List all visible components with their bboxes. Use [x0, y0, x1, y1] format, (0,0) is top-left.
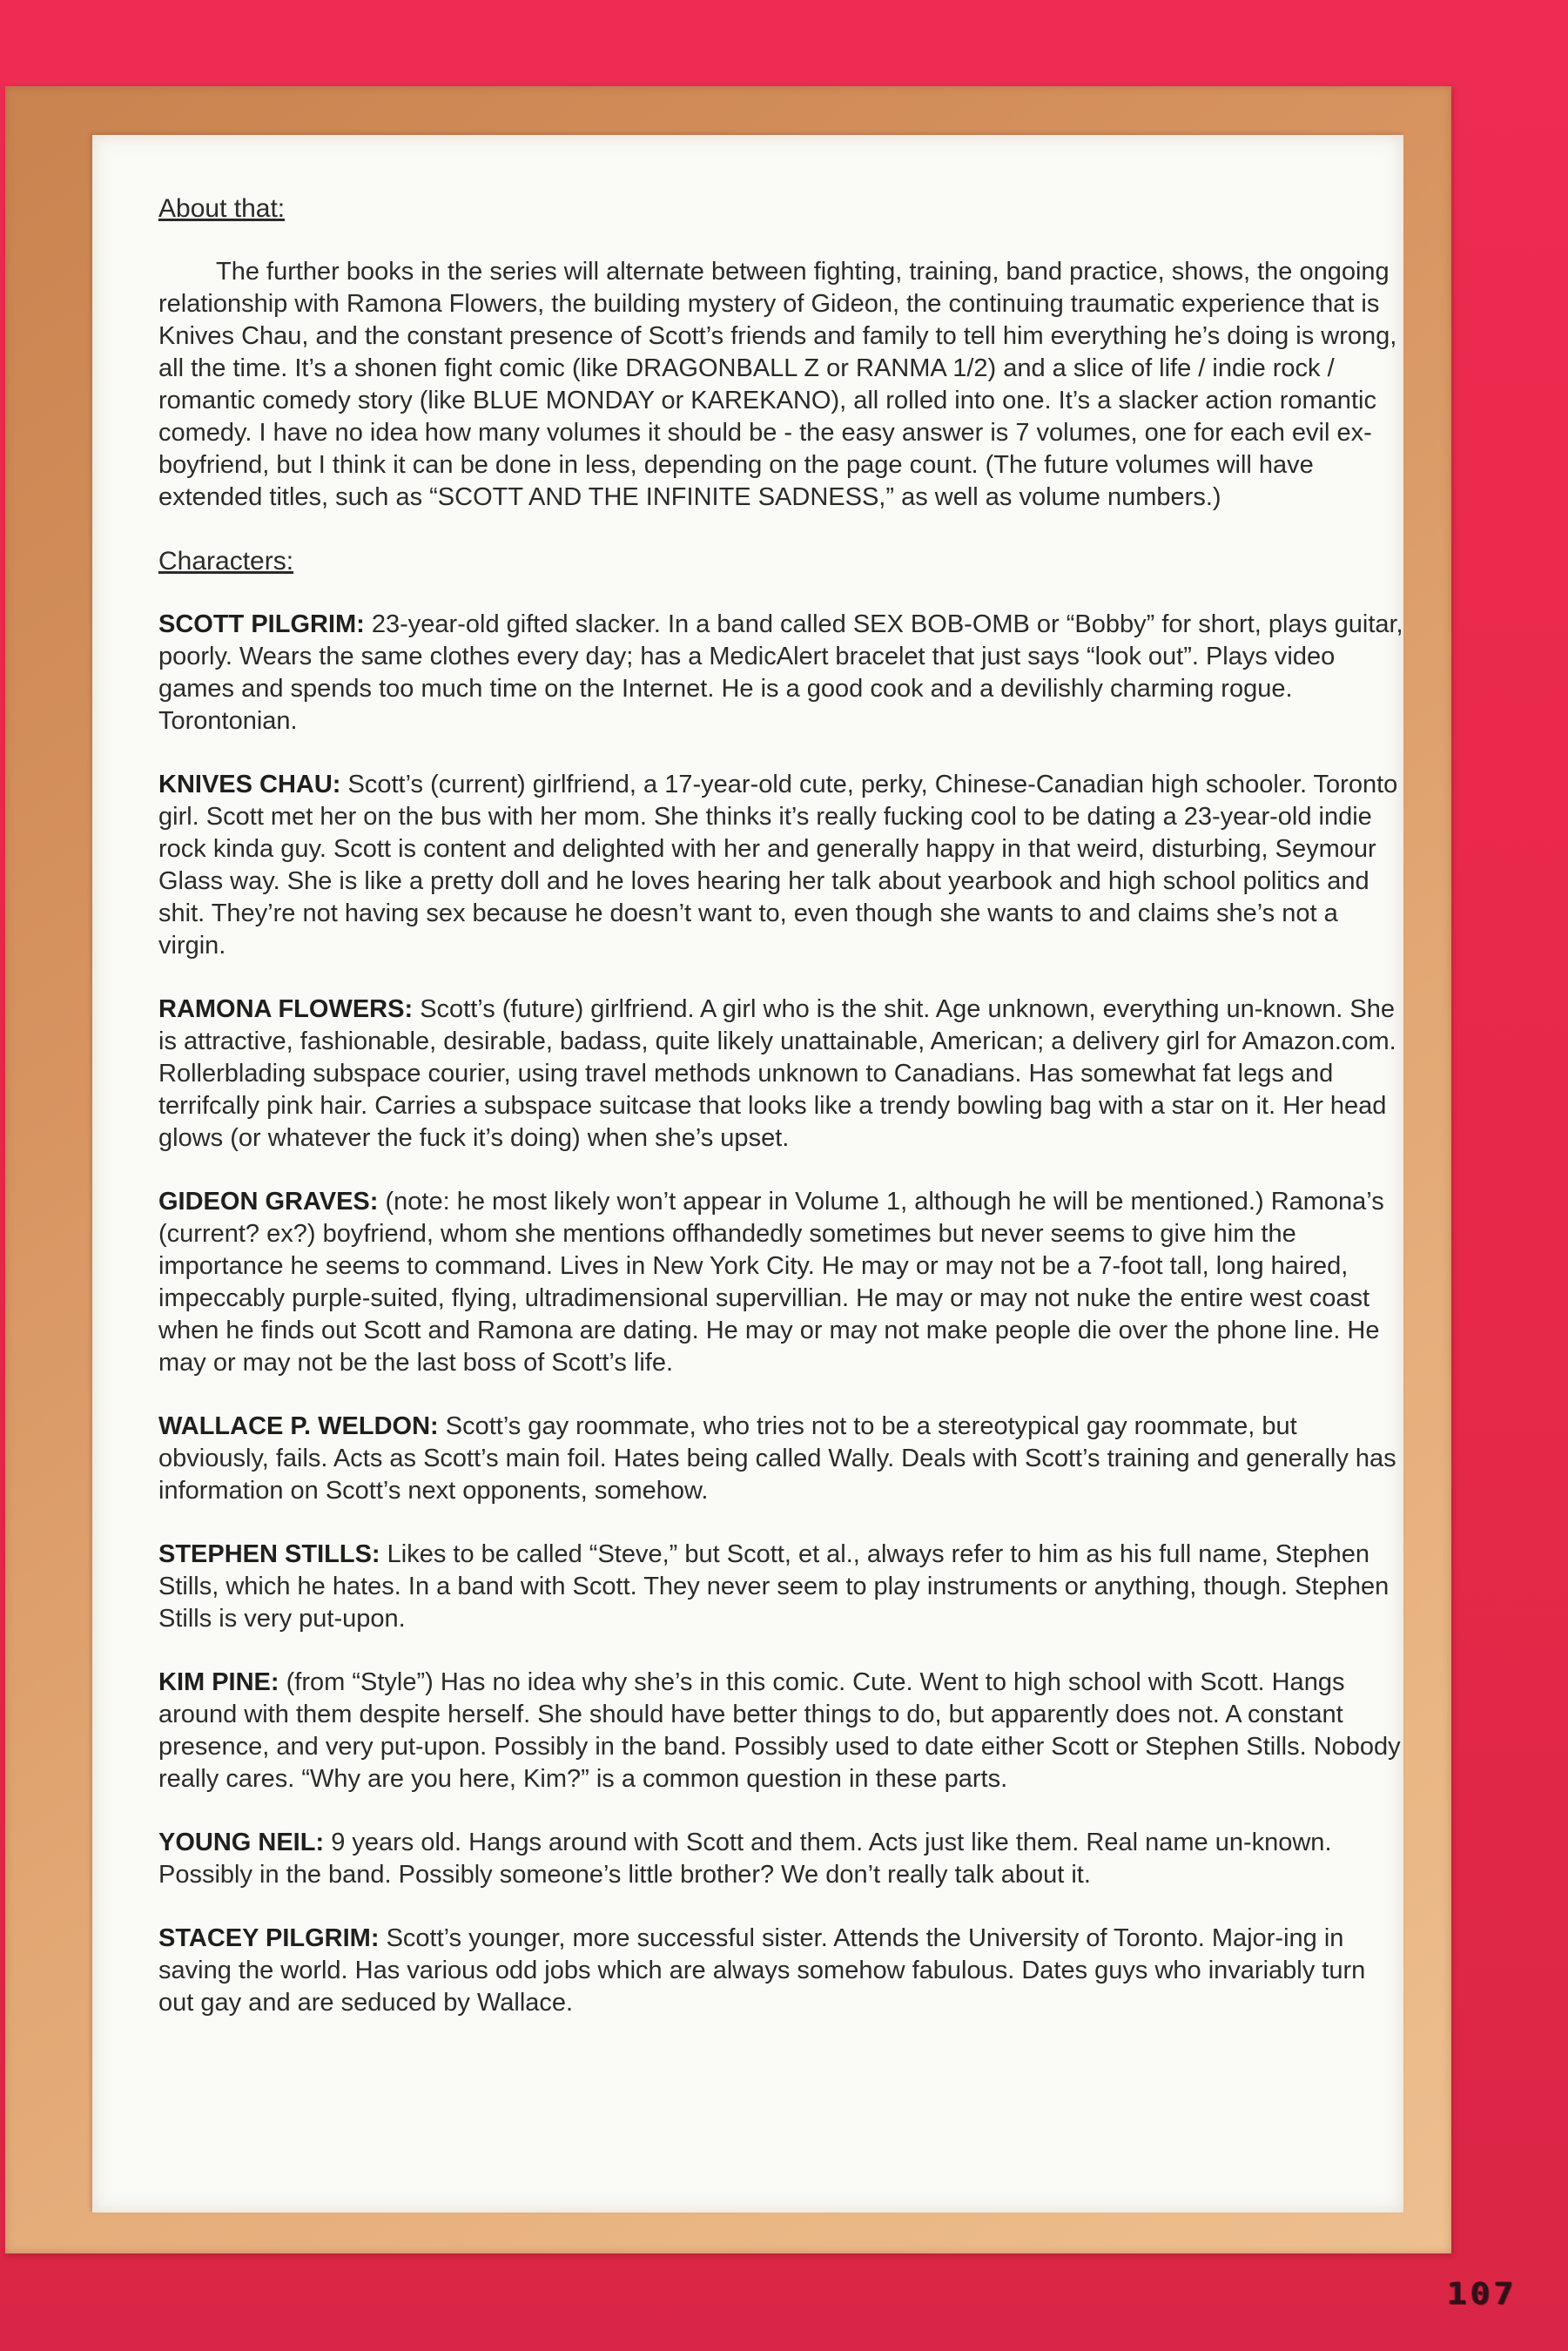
page-content: [158, 192, 1405, 2051]
character-name: GIDEON GRAVES:: [158, 1188, 379, 1216]
character-entry-ramona: [158, 994, 1405, 1155]
character-name: KNIVES CHAU:: [158, 771, 341, 798]
character-description: (note: he most likely won’t appear in Volume 1, although he will be mentioned.) Ramona’s (current? ex?) boyfriend, whom she mentions offhandedly sometimes but never seems to give him the importance he seems to command. Lives in New York City. He may or may not be a 7-foot tall, long haired, impeccably purple-suited, flying, ultradimensional supervillian. He may or may not nuke the entire west coast when he finds out Scott and Ramona are dating. He may or may not make people die over the phone line. He may or may not be the last boss of Scott’s life.: [158, 1188, 1384, 1377]
character-entry-kim: [158, 1667, 1405, 1795]
character-description: Scott’s gay roommate, who tries not to be a stereotypical gay roommate, but obviously, fails. Acts as Scott’s main foil. Hates being called Wally. Deals with Scott’s training and generally has information on Scott’s next opponents, somehow.: [158, 1412, 1396, 1505]
character-description: Scott’s (current) girlfriend, a 17-year-old cute, perky, Chinese-Canadian high schooler. Toronto girl. Scott met her on the bus with her mom. She thinks it’s really fucking cool to be dating a 23-year-old indie rock kinda guy. Scott is content and delighted with her and generally happy in that weird, disturbing, Seymour Glass way. She is like a pretty doll and he loves hearing her talk about yearbook and high school politics and shit. They’re not having sex because he doesn’t want to, even though she wants to and claims she’s not a virgin.: [158, 771, 1398, 960]
paper-sheet: [92, 135, 1403, 2213]
character-name: SCOTT PILGRIM:: [158, 610, 365, 638]
character-description: 9 years old. Hangs around with Scott and them. Acts just like them. Real name un-known. Possibly in the band. Possibly someone’s little brother? We don’t really talk about it.: [158, 1829, 1332, 1889]
character-entry-gideon: [158, 1186, 1405, 1379]
character-entry-scott: [158, 609, 1405, 738]
character-entry-stacey: [158, 1923, 1405, 2019]
character-description: Scott’s (future) girlfriend. A girl who is the shit. Age unknown, everything un-known. She is attractive, fashionable, desirable, badass, quite likely unattainable, American; a delivery girl for Amazon.com. Rollerblading subspace courier, using travel methods unknown to Canadians. Has somewhat fat legs and terrifcally pink hair. Carries a subspace suitcase that looks like a trendy bowling bag with a star on it. Her head glows (or whatever the fuck it’s doing) when she’s upset.: [158, 995, 1396, 1152]
heading-about: About that:: [158, 194, 286, 223]
page-number: 107: [1447, 2275, 1518, 2312]
character-entry-young-neil: [158, 1827, 1405, 1891]
book-frame: [5, 86, 1451, 2253]
character-name: YOUNG NEIL:: [158, 1829, 325, 1856]
character-name: RAMONA FLOWERS:: [158, 995, 414, 1023]
character-description: 23-year-old gifted slacker. In a band called SEX BOB-OMB or “Bobby” for short, plays guitar, poorly. Wears the same clothes every day; has a MedicAlert bracelet that just says “look out”. Plays video games and spends too much time on the Internet. He is a good cook and a devilishly charming rogue. Torontonian.: [158, 610, 1403, 735]
character-name: STACEY PILGRIM:: [158, 1924, 380, 1952]
character-description: Scott’s younger, more successful sister. Attends the University of Toronto. Major-ing in saving the world. Has various odd jobs which are always somehow fabulous. Dates guys who invariably turn out gay and are seduced by Wallace.: [158, 1924, 1366, 2017]
character-description: Likes to be called “Steve,” but Scott, et al., always refer to him as his full name, Stephen Stills, which he hates. In a band with Scott. They never seem to play instruments or anything, though. Stephen Stills is very put-upon.: [158, 1540, 1390, 1633]
character-entry-stephen: [158, 1539, 1405, 1635]
heading-characters: Characters:: [158, 547, 294, 576]
character-entry-wallace: [158, 1411, 1405, 1507]
character-entry-knives: [158, 769, 1405, 962]
character-name: STEPHEN STILLS:: [158, 1540, 380, 1568]
intro-paragraph: The further books in the series will alternate between fighting, training, band practice, shows, the ongoing relationship with Ramona Flowers, the building mystery of Gideon, the continuing traumatic experience that is Knives Chau, and the constant presence of Scott’s friends and family to tell him everything he’s doing is wrong, all the time. It’s a shonen fight comic (like DRAGONBALL Z or RANMA 1/2) and a slice of life / indie rock / romantic comedy story (like BLUE MONDAY or KAREKANO), all rolled into one. It’s a slacker action romantic comedy. I have no idea how many volumes it should be - the easy answer is 7 volumes, one for each evil ex-boyfriend, but I think it can be done in less, depending on the page count. (The future volumes will have extended titles, such as “SCOTT AND THE INFINITE SADNESS,” as well as volume numbers.): [158, 258, 1397, 511]
character-name: WALLACE P. WELDON:: [158, 1412, 439, 1440]
character-description: (from “Style”) Has no idea why she’s in this comic. Cute. Went to high school with Scott. Hangs around with them despite herself. She should have better things to do, but apparently does not. A constant presence, and very put-upon. Possibly in the band. Possibly used to date either Scott or Stephen Stills. Nobody really cares. “Why are you here, Kim?” is a common question in these parts.: [158, 1668, 1401, 1793]
character-name: KIM PINE:: [158, 1668, 279, 1696]
